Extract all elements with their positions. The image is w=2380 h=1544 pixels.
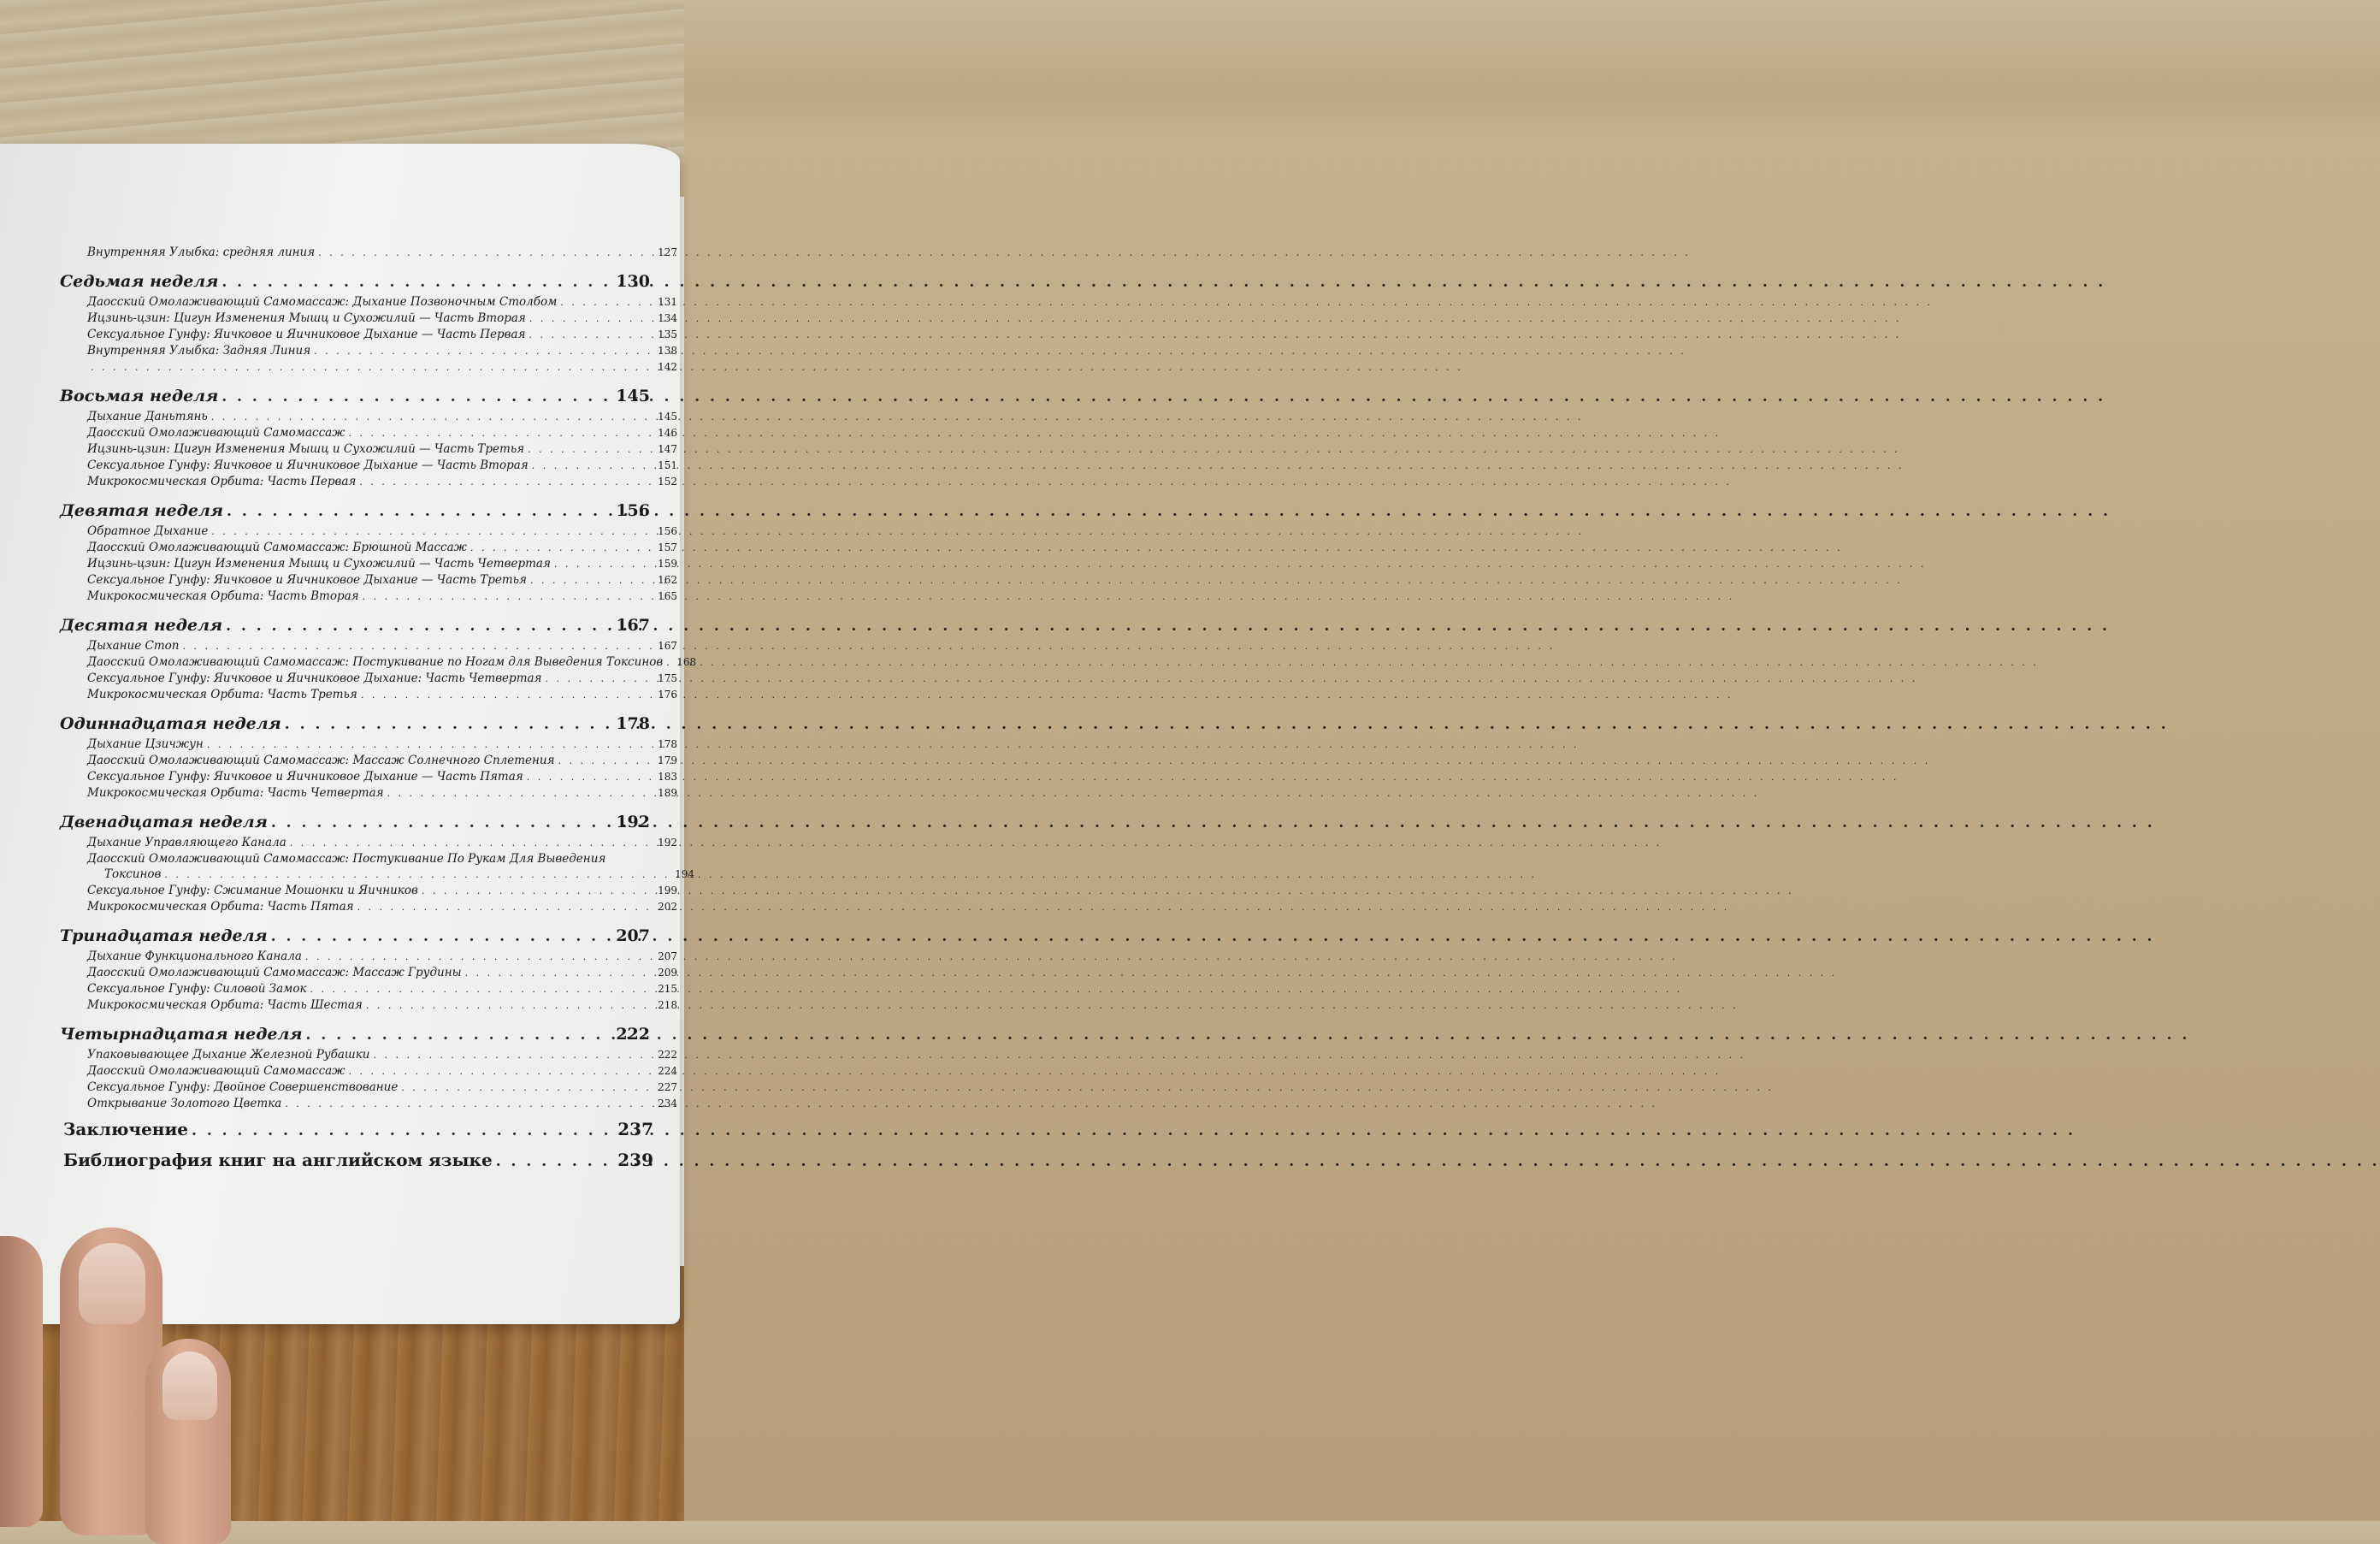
dot-leader <box>373 1048 654 1063</box>
page-number: 209 <box>658 967 677 979</box>
page-number: 175 <box>658 672 677 684</box>
toc-entry <box>60 1096 677 1112</box>
dot-leader <box>306 1025 613 1045</box>
toc-entry <box>60 949 677 965</box>
toc-entry <box>60 556 677 572</box>
toc-entry <box>60 458 677 474</box>
toc-entry-title: Девятая неделя <box>60 501 224 520</box>
page-number: 152 <box>658 476 677 488</box>
toc-entry-title: Тринадцатая неделя <box>60 926 268 945</box>
toc-entry-title: Внутренняя Улыбка: Задняя Линия <box>87 344 311 358</box>
page-number: 239 <box>617 1150 653 1170</box>
toc-entry-title: Дыхание Стоп <box>87 639 180 653</box>
toc-entry <box>60 245 677 261</box>
page-number: 157 <box>658 541 677 553</box>
toc-entry-title: Сексуальное Гунфу: Сжимание Мошонки и Яичников <box>87 884 418 897</box>
page-number: 134 <box>658 312 677 324</box>
toc-entry-title: Сексуальное Гунфу: Яичковое и Яичниковое Дыхание: Часть Четвертая <box>87 671 542 685</box>
dot-leader <box>558 754 655 769</box>
toc-entry-title: Микрокосмическая Орбита: Часть Четвертая <box>87 786 384 800</box>
toc-entry <box>60 671 677 687</box>
page-number: 145 <box>616 387 650 405</box>
dot-leader <box>227 501 612 522</box>
toc-entry-title: Даосский Омолаживающий Самомассаж: Массаж Солнечного Сплетения <box>87 754 555 767</box>
toc-section-heading <box>60 500 650 522</box>
toc-section-heading <box>60 615 650 636</box>
toc-entry <box>60 540 677 556</box>
dot-leader <box>465 966 654 981</box>
page-number: 207 <box>616 926 650 945</box>
book-page <box>0 144 697 1324</box>
toc-chapter-heading <box>60 1117 653 1143</box>
dot-leader <box>290 836 654 851</box>
toc-entry <box>60 1047 677 1063</box>
toc-entry <box>60 737 677 753</box>
toc-entry <box>60 835 677 851</box>
page-number: 138 <box>658 345 677 357</box>
toc-entry-title: Четырнадцатая неделя <box>60 1025 303 1044</box>
toc-entry-title: Обратное Дыхание <box>87 524 209 538</box>
page-number: 167 <box>658 640 677 652</box>
page-number: 127 <box>658 246 677 258</box>
dot-leader <box>528 442 654 458</box>
toc-entry <box>60 769 677 785</box>
dot-leader <box>271 813 613 833</box>
dot-leader <box>527 770 654 785</box>
page-number: 192 <box>616 813 650 831</box>
toc-entry <box>60 687 677 703</box>
toc-entry <box>60 425 677 441</box>
page-number: 135 <box>658 328 677 340</box>
toc-entry-title: Седьмая неделя <box>60 272 219 291</box>
toc-entry-title: Сексуальное Гунфу: Яичковое и Яичниковое Дыхание — Часть Первая <box>87 328 526 341</box>
dot-leader <box>349 426 655 441</box>
toc-entry <box>60 1063 677 1080</box>
toc-entry <box>60 572 677 589</box>
page-number: 215 <box>658 983 677 995</box>
page-number: 145 <box>658 411 677 423</box>
toc-entry-title: Сексуальное Гунфу: Яичковое и Яичниковое Дыхание — Часть Третья <box>87 573 527 587</box>
toc-section-heading <box>60 1024 650 1045</box>
toc-section-heading <box>60 926 650 947</box>
toc-entry-title: Дыхание Управляющего Канала <box>87 836 286 849</box>
dot-leader <box>401 1080 654 1096</box>
toc-entry-title: Сексуальное Гунфу: Двойное Совершенствование <box>87 1080 399 1094</box>
page-number: 147 <box>658 443 677 455</box>
toc-entry <box>60 638 677 654</box>
toc-entry-title: Дыхание Цзичжун <box>87 737 204 751</box>
toc-entry-title: Даосский Омолаживающий Самомассаж: Постукивание по Ногам для Выведения Токсинов <box>87 655 664 669</box>
toc-entry-title: Заключение <box>63 1119 188 1139</box>
toc-entry-title: Даосский Омолаживающий Самомассаж <box>87 1064 345 1078</box>
dot-leader <box>192 1119 614 1143</box>
toc-entry-title: Микрокосмическая Орбита: Часть Пятая <box>87 900 354 914</box>
page-number: 202 <box>658 901 677 913</box>
dot-leader <box>366 998 654 1014</box>
page-number: 218 <box>658 999 677 1011</box>
toc-entry <box>60 441 677 458</box>
page-number: 146 <box>658 427 677 439</box>
dot-leader <box>221 272 612 293</box>
dot-leader <box>361 688 654 703</box>
page-number: 156 <box>658 525 677 537</box>
toc-entry-title: Десятая неделя <box>60 616 223 635</box>
dot-leader <box>545 671 654 687</box>
page-number: 165 <box>658 590 677 602</box>
toc-entry-title: Сексуальное Гунфу: Яичковое и Яичниковое Дыхание — Часть Пятая <box>87 770 523 784</box>
dot-leader <box>271 926 613 947</box>
page-number: 207 <box>658 950 677 962</box>
page-number: 159 <box>658 558 677 570</box>
toc-entry <box>60 883 677 899</box>
page-number: 237 <box>617 1119 653 1139</box>
toc-entry-title: Открывание Золотого Цветка <box>87 1097 282 1110</box>
dot-leader <box>496 1150 615 1174</box>
toc-entry <box>60 965 677 981</box>
dot-leader <box>164 867 671 883</box>
toc-entry-title: Дыхание Даньтянь <box>87 410 208 423</box>
toc-entry <box>60 851 677 867</box>
table-surface-top <box>0 0 684 163</box>
toc-entry-title: Сексуальное Гунфу: Силовой Замок <box>87 982 307 996</box>
toc-entry <box>60 753 677 769</box>
dot-leader <box>363 589 655 605</box>
toc-entry-title: Дыхание Функционального Канала <box>87 949 302 963</box>
dot-leader <box>560 295 654 311</box>
dot-leader <box>666 655 673 671</box>
page-number: 162 <box>658 574 677 586</box>
dot-leader <box>359 475 654 490</box>
page-number: 167 <box>616 616 650 635</box>
toc-entry-title: Внутренняя Улыбка: средняя линия <box>87 246 316 259</box>
dot-leader <box>285 714 613 735</box>
toc-entry-title: Микрокосмическая Орбита: Часть Шестая <box>87 998 363 1012</box>
page-number: 176 <box>658 689 677 701</box>
dot-leader <box>314 344 654 359</box>
toc-section-heading <box>60 271 650 293</box>
page-number: 192 <box>658 837 677 849</box>
toc-entry <box>60 785 677 802</box>
finger-middle <box>145 1339 231 1544</box>
finger-left <box>0 1236 43 1527</box>
page-number: 234 <box>658 1097 677 1109</box>
toc-section-heading <box>60 812 650 833</box>
toc-section-heading <box>60 386 650 407</box>
toc-entry <box>60 294 677 311</box>
page-number: 222 <box>616 1025 650 1044</box>
toc-entry-continuation <box>60 867 694 883</box>
toc-chapter-heading <box>60 1148 653 1174</box>
toc-entry <box>60 997 677 1014</box>
dot-leader <box>91 360 654 376</box>
dot-leader <box>529 328 654 343</box>
dot-leader <box>211 524 654 540</box>
toc-entry-title: Микрокосмическая Орбита: Часть Вторая <box>87 589 359 603</box>
page-number: 199 <box>658 884 677 896</box>
toc-section-heading <box>60 713 650 735</box>
dot-leader <box>211 410 654 425</box>
toc-entry <box>60 589 677 605</box>
page-number: 179 <box>658 754 677 766</box>
toc-entry <box>60 981 677 997</box>
toc-entry-title: Ицзинь-цзин: Цигун Изменения Мышц и Сухожилий — Часть Третья <box>87 442 525 456</box>
page-number: 156 <box>616 501 650 520</box>
toc-entry <box>60 359 677 376</box>
dot-leader <box>470 541 654 556</box>
toc-entry <box>60 1080 677 1096</box>
dot-leader <box>532 458 654 474</box>
toc-entry-title: Микрокосмическая Орбита: Часть Первая <box>87 475 357 488</box>
dot-leader <box>305 949 654 965</box>
dot-leader <box>207 737 654 753</box>
dot-leader <box>529 311 654 327</box>
toc-entry-title: Даосский Омолаживающий Самомассаж <box>87 426 345 440</box>
toc-entry-title: Двенадцатая неделя <box>60 813 268 831</box>
toc-entry-title: Даосский Омолаживающий Самомассаж: Постукивание По Рукам Для Выведения <box>87 852 606 866</box>
dot-leader <box>226 616 612 636</box>
toc-entry <box>60 327 677 343</box>
dot-leader <box>285 1097 654 1112</box>
fingernail <box>79 1243 145 1324</box>
dot-leader <box>221 387 612 407</box>
toc-entry <box>60 474 677 490</box>
dot-leader <box>387 786 654 802</box>
page-number: 224 <box>658 1065 677 1077</box>
toc-entry-title: Упаковывающее Дыхание Железной Рубашки <box>87 1048 370 1062</box>
toc-entry-title-continuation: Токсинов <box>104 867 162 881</box>
page-number: 194 <box>675 868 694 880</box>
table-of-contents <box>60 245 697 1174</box>
dot-leader <box>310 982 655 997</box>
toc-entry-title: Даосский Омолаживающий Самомассаж: Брюшной Массаж <box>87 541 467 554</box>
toc-entry-title: Даосский Омолаживающий Самомассаж: Дыхание Позвоночным Столбом <box>87 295 558 309</box>
toc-entry <box>60 343 677 359</box>
page-number: 222 <box>658 1049 677 1061</box>
dot-leader <box>182 639 654 654</box>
toc-entry <box>60 654 697 671</box>
toc-entry-title: Ицзинь-цзин: Цигун Изменения Мышц и Сухожилий — Часть Вторая <box>87 311 526 325</box>
page-number: 142 <box>658 361 677 373</box>
toc-entry-title: Одиннадцатая неделя <box>60 714 281 733</box>
page-number: 151 <box>658 459 677 471</box>
page-number: 178 <box>616 714 650 733</box>
toc-entry <box>60 409 677 425</box>
page-number: 227 <box>658 1081 677 1093</box>
toc-entry <box>60 311 677 327</box>
toc-entry <box>60 524 677 540</box>
page-number: 183 <box>658 771 677 783</box>
page-number: 178 <box>658 738 677 750</box>
dot-leader <box>318 246 654 261</box>
dot-leader <box>357 900 654 915</box>
fingernail <box>162 1352 217 1420</box>
toc-entry-title: Сексуальное Гунфу: Яичковое и Яичниковое Дыхание — Часть Вторая <box>87 458 529 472</box>
toc-entry-title: Микрокосмическая Орбита: Часть Третья <box>87 688 357 701</box>
toc-entry-title: Библиография книг на английском языке <box>63 1150 493 1170</box>
page-number: 131 <box>658 296 677 308</box>
toc-entry <box>60 899 677 915</box>
dot-leader <box>530 573 654 589</box>
page-number: 168 <box>676 656 697 668</box>
dot-leader <box>349 1064 655 1080</box>
dot-leader <box>422 884 654 899</box>
page-number: 130 <box>616 272 650 291</box>
toc-entry-title: Восьмая неделя <box>60 387 219 405</box>
dot-leader <box>554 557 654 572</box>
page-number: 189 <box>658 787 677 799</box>
toc-entry-title: Ицзинь-цзин: Цигун Изменения Мышц и Сухожилий — Часть Четвертая <box>87 557 551 571</box>
toc-entry-title: Даосский Омолаживающий Самомассаж: Массаж Грудины <box>87 966 462 979</box>
